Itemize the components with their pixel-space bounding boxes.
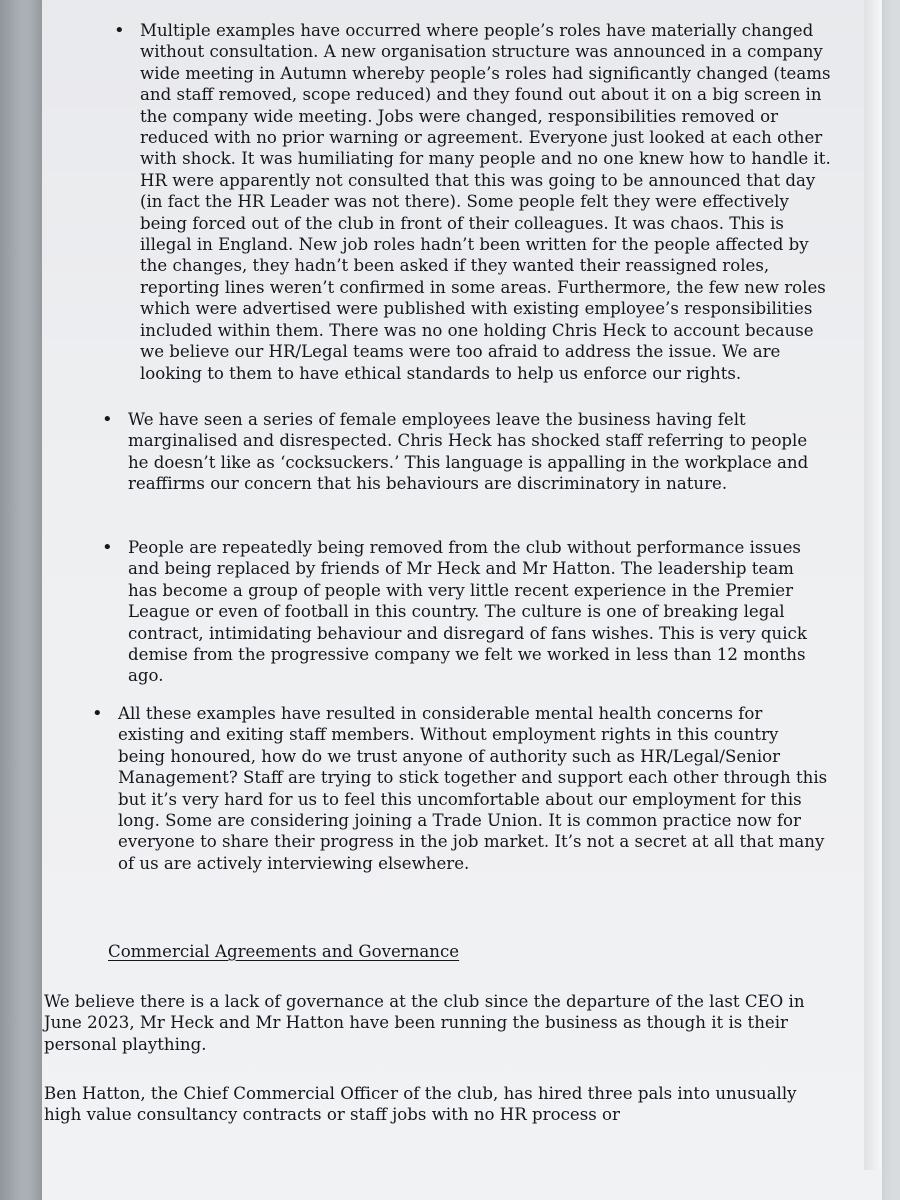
paragraph-governance: We believe there is a lack of governance at the club since the departure of the last CEO in June 2023, Mr Heck and Mr Hatton have been running the business as though it is their personal plaything. [44,992,805,1054]
bullet-marker: • [102,537,113,558]
bullet-text: People are repeatedly being removed from the club without performance issues and being replaced by friends of Mr Heck and Mr Hatton. The leadership team has become a group of people with very little recent experience in the Premier League or even of football in this country. The culture is one of breaking legal contract, intimidating behaviour and disregard of fans wishes. This is very quick demise from the progressive company we felt we worked in less than 12 months ago. [128,538,807,686]
bullet-text: We have seen a series of female employees leave the business having felt marginalised and disrespected. Chris Heck has shocked staff referring to people he doesn’t like as ‘cocksuckers.’ This language is appalling in the workplace and reaffirms our concern that his behaviours are discriminatory in nature. [128,410,809,494]
bullet-text: Multiple examples have occurred where people’s roles have materially changed without consultation. A new organisation structure was announced in a company wide meeting in Autumn whereby people’s roles had significantly changed (teams and staff removed, scope reduced) and they found out about it on a big screen in the company wide meeting. Jobs were changed, responsibilities removed or reduced with no prior warning or agreement. Everyone just looked at each other with shock. It was humiliating for many people and no one knew how to handle it. HR were apparently not consulted that this was going to be announced that day (in fact the HR Leader was not there). Some people felt they were effectively being forced out of the club in front of their colleagues. It was chaos. This is illegal in England. New job roles hadn’t been written for the people affected by the changes, they hadn’t been asked if they wanted their reassigned roles, reporting lines weren’t confirmed in some areas. Furthermore, the few new roles which were advertised were published with existing employee’s responsibilities included within them. There was no one holding Chris Heck to account because we believe our HR/Legal teams were too afraid to address the issue. We are looking to them to have ethical standards to help us enforce our rights. [140,21,831,383]
bullet-item-mental-health [92,703,828,874]
section-heading: Commercial Agreements and Governance [108,942,460,961]
paragraph-ben-hatton: Ben Hatton, the Chief Commercial Officer of the club, has hired three pals into unusually high value consultancy contracts or staff jobs with no HR process or [44,1084,797,1125]
bullet-item-roles-changed [114,20,840,384]
bullet-item-people-removed [102,537,828,687]
bullet-marker: • [92,703,103,724]
bullet-marker: • [102,409,113,430]
bullet-text: All these examples have resulted in considerable mental health concerns for existing and exiting staff members. Without employment rights in this country being honoured, how do we trust anyone of authority such as HR/Legal/Senior Management? Staff are trying to stick together and support each other through this but it’s very hard for us to feel this uncomfortable about our employment for this long. Some are considering joining a Trade Union. It is common practice now for everyone to share their progress in the job market. It’s not a secret at all that many of us are actively interviewing elsewhere. [118,704,828,873]
bullet-marker: • [114,20,125,41]
bullet-item-female-employees [102,409,818,495]
